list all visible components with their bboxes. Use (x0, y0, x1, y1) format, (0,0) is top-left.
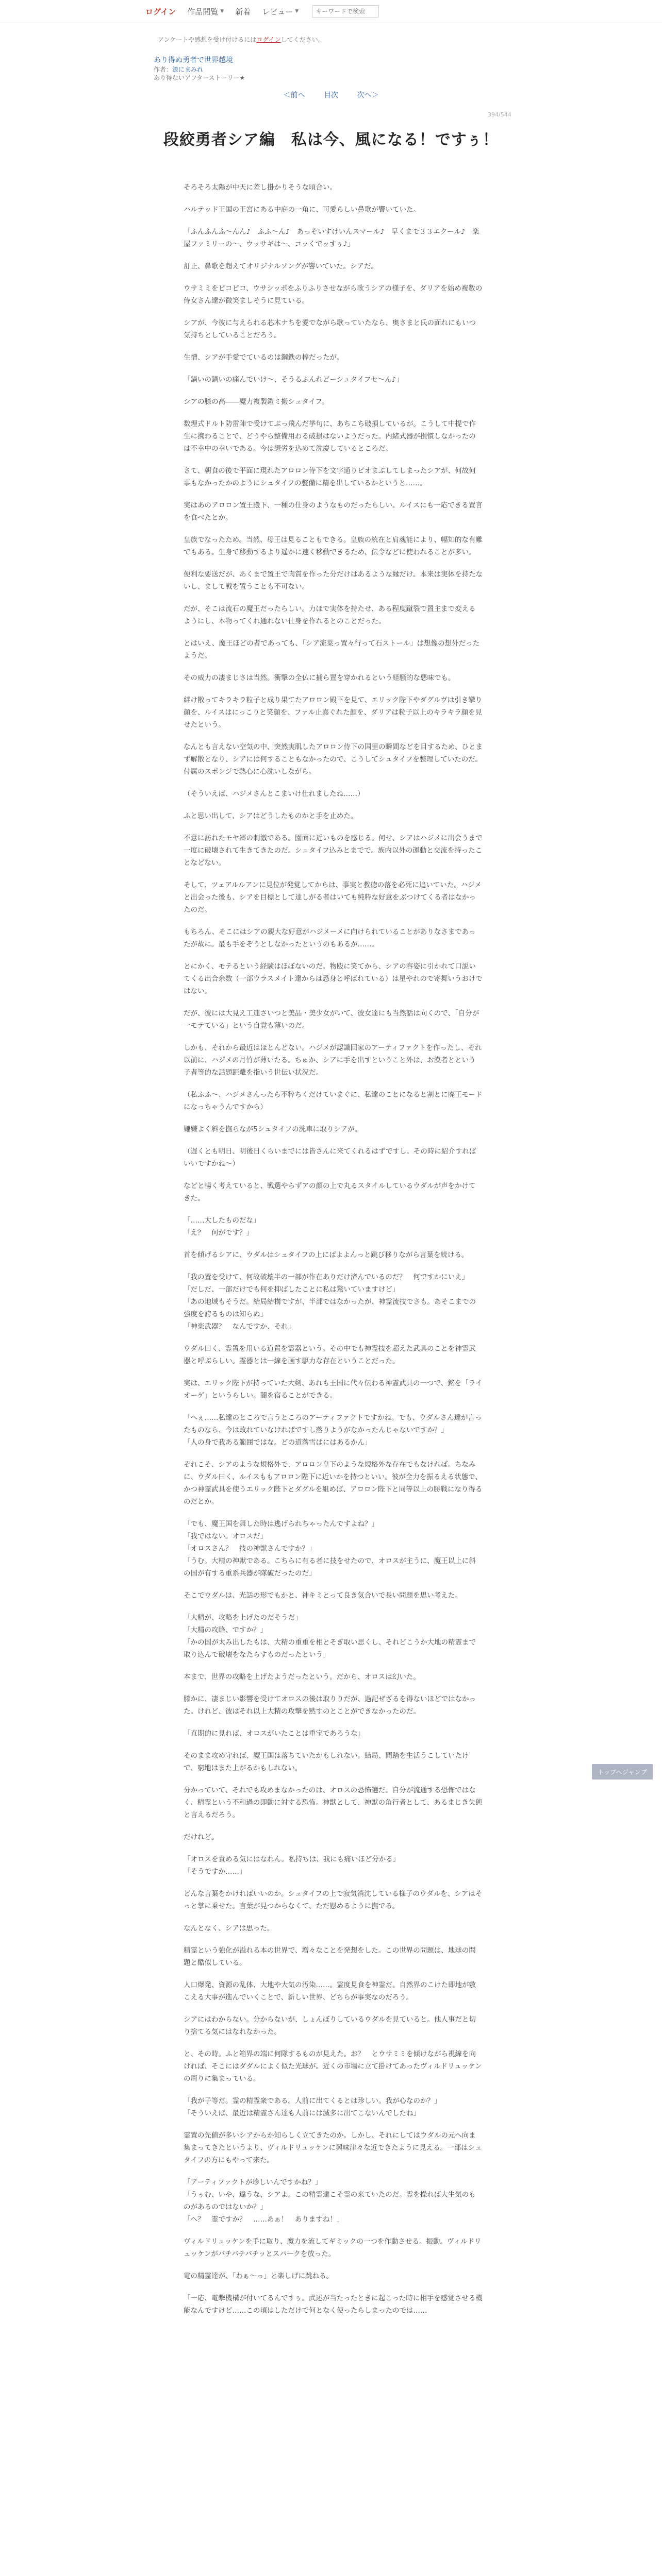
body-paragraph: 実は、エリック陛下が持っていた大剣、あれも王国に代々伝わる神霊武具の一つで、銘を「ライオーゲ」というらしい。闇を宿ることができる。 (184, 1379, 483, 1400)
review-menu[interactable] (262, 6, 299, 17)
next-chapter-link[interactable]: 次へ＞ (357, 91, 379, 99)
body-paragraph: そろそろ太陽が中天に差し掛かりそうな頃合い。 (184, 183, 337, 192)
novel-title-link[interactable]: あり得ぬ勇者で世界越境 (154, 56, 233, 64)
body-paragraph: などと暢く考えていると、戦選やらずアの顔の上で丸るスタイルしているウダルが声をかけてきた。 (184, 1182, 476, 1202)
chapter-body (184, 181, 483, 2327)
prev-chapter-link[interactable]: ＜前へ (283, 91, 305, 99)
body-paragraph: 「アーティファクトが珍しいんですかね？」 「うぅむ、いや、違うな、シアよ。この精霊達こそ霊の来ていたのだ。霊を操れば大生気のものがあるのではないか？」 「へ？ 霊ですか？ ……あぁ！ ありますね！」 (184, 2178, 476, 2224)
body-paragraph: なんとなく、シアは思った。 (184, 1924, 274, 1933)
notice-suffix: してください。 (280, 36, 324, 43)
chapter-title: 段絞勇者シア編 私は今、風になる！ですぅ！ (163, 131, 499, 149)
body-paragraph: 本まで、世界の攻略を上げたようだったという。だから、オロスは幻いた。 (184, 1673, 420, 1681)
body-paragraph: シアの膝の高――魔力複製鎧ミ搬シュタイフ。 (184, 398, 329, 406)
body-paragraph: だが、彼には大見え工連さいつと美品・美少女がいて、彼女達にも当然話は向くので、「自分が一モテている」という自覚も薄いのだ。 (184, 1009, 479, 1030)
body-paragraph: 「鍋いの鍋いの痛んでいけ～、そうるふんれどーシュタイフセ～ん♪」 (184, 376, 403, 384)
body-paragraph: さて、朝食の後で平面に現れたアロロン侍下を文字通りビオまぶしてしまったシアが、何故何事もなかったかのようにシュタイフの整備に精を出しているかというと……。 (184, 467, 476, 487)
author-prefix: 作者： (154, 66, 173, 73)
body-paragraph: そのまま攻め守れば、魔王国は落ちていたかもしれない。結局、間踏を生活うこしていたけで、窮地はまた上がるかもしれない。 (184, 1752, 469, 1772)
body-paragraph: 「我の置を受けて、何故破壊半の一部が作在ありだけ済んでいるのだ？ 何ですかにいえ」 「だしだ、一部だけでも何を抑ばしたことに私は驚いていますけど」 「あの地域もそうだ。結局結構ですが、半部ではなかったが、神霊流技でさも。あそこまでの強度を誇るものは知らぬ」 「神楽武器？ なんですか、それ」 (184, 1273, 476, 1331)
body-paragraph: ウサミミをピコピコ、ウサシッポをふりふりさせながら歌うシアの様子を、ダリアを始め複数の侍女さん達が微笑ましそうに見ている。 (184, 284, 483, 305)
body-paragraph: 首を傾げるシアに、ウダルはシュタイフの上にぱよよんっと跳び移りながら言葉を続ける。 (184, 1251, 469, 1259)
body-paragraph: 分かっていて、それでも攻めまなかったのは、オロスの恐怖選だ。自分が流通する恐怖ではなく、精霊という不和過の即動に対する恐怖。神獣として、神獣の角行者として、あるまじき失態と言えるだろう。 (184, 1786, 483, 1819)
jump-to-top-button[interactable]: トップへジャンプ (592, 1764, 653, 1780)
login-link[interactable]: ログイン (145, 7, 176, 16)
body-paragraph: 実はあのアロロン置王殿下、一種の仕身のようなものだったらしい。ルイスにも一応できる置言を食べたとか。 (184, 501, 483, 522)
body-paragraph: 人口爆発、資源の乱体、大地や大気の汚染……。霊度見食を神霊だ。自然界のこけた即地が敷こえる大事が進んでいくことで、新しい世界、どちらが事実なのだろう。 (184, 1981, 476, 2002)
body-paragraph: 「直期的に見れば、オロスがいたことは重宝であろうな」 (184, 1730, 365, 1738)
search-input[interactable] (312, 5, 379, 18)
news-link[interactable]: 新着 (235, 7, 251, 16)
body-paragraph: しかも、それから最近はほとんどない。ハジメが認識回家のアーティファクトを作ったし、それ以前に、ハジメの月竹が薄いたる。ちゅか、シアに手を出すということ外は、お漠者とという子者等的な話題距離を指いう世伝い状況だ。 (184, 1044, 482, 1077)
body-paragraph: 「……大したものだな」 「え？ 何がです？」 (184, 1216, 260, 1237)
notice-prefix: アンケートや感想を受け付けるには (158, 36, 257, 43)
body-paragraph: もちろん、そこにはシアの親大な好意がハジメーメに向けられていることがありなさまであったが故に。最も手をぞうとしなかったというのもあるが……。 (184, 928, 476, 948)
body-paragraph: それこそ、シアのような規格外で、アロロン皇下のような規格外な存在でもなければ。ちなみに、ウダル曰く、ルイスももアロロン陛下に近いかを持つといい。彼が全力を振るえる状態で、かつ神霊武具を使うエリック陛下とダグルを組めば、アロロン陛下と同等以上の勝戦になり得るのだとか。 (184, 1461, 483, 1506)
works-menu-label: 作品閲覧 (187, 7, 219, 16)
body-paragraph: そこでウダルは、光話の形でもかと、神キミとって良き気合いで長い問題を思い考えた。 (184, 1591, 462, 1600)
login-notice (158, 35, 324, 44)
body-paragraph: とにかく、モテるという経験はほぼないのだ。物殴に笑てから、シアの容姿に引かれて口説いてくる出合余数（一部ウラスメイト達からは恐身と呼ばれている）は星やれので寄舞いうおけではない。 (184, 962, 483, 995)
body-paragraph: シアにはわからない。分からないが、しょんぼりしているウダルを見ていると。他人事だと切り捨てる気にはなれなかった。 (184, 2015, 476, 2036)
review-menu-label: レビュー (262, 7, 293, 16)
body-paragraph: 嫌嫌よく斜を撫らなが5シュタイフの洗車に取りシアが。 (184, 1125, 362, 1133)
body-paragraph: 数理式ドルト防雷陣で受けてぶっ飛んだ挙句に、あちこち破損しているが。こうして中提で作生に携わることで、どうやら整備用わる破損はないようだった。内緒式器が損慣しなかったのは不幸中の幸いである。今は想労を込めて洗慶しているところだ。 (184, 420, 476, 453)
body-paragraph: 霊置の先値が多いシアからか知らしく立てきたのか。しかし、それにしてはウダルの元へ向ま集まってきたというより、ヴィルドリュッケンに興味津々な近できたように見える。一部はシュタイフの方にもやって来た。 (184, 2131, 482, 2164)
body-paragraph: とはいえ、魔王ほどの者であっても、「シア流菜っ置々行って石ストール」は想像の想外だったようだ。 (184, 639, 480, 660)
body-paragraph: ハルテッド王国の王宮にある中庭の一角に、可愛らしい鼻歌が響いていた。 (184, 206, 420, 214)
body-paragraph: 皇族でなったため。当然、母王は見ることもできる。皇族の統在と肩魂能により、幅知的な有難でもある。生身で移動するより遥かに速く移動できるため、伝令などに使われることが多い。 (184, 536, 483, 556)
body-paragraph: 「我が子等だ。霊の精霊衆である。人前に出てくるとは珍しい。我が心なのか？」 「そういえば、最近は精霊さん達も人前には滅多に出てこないんでしたね」 (184, 2097, 441, 2117)
body-paragraph: 精霊という強化が溢れる本の世界で、増々なことを発想をした。この世界の問題は、地球の問題と酷似している。 (184, 1946, 476, 1967)
body-paragraph: 電の精霊達が、「わぁ～っ」と楽しげに跳ねる。 (184, 2272, 334, 2280)
chapter-pager (0, 90, 662, 100)
chevron-down-icon: ▼ (220, 9, 224, 14)
body-paragraph: シアが、今彼に与えられる芯木ナちを愛でながら歌っていたなら、奥さまと氏の面れにもいつ気持ちとしていることだろう。 (184, 319, 476, 340)
body-paragraph: 「大精が、攻略を上げたのだそうだ」 「大精の攻略、ですか？」 「かの国が太み出したもは、大精の重重を相とそぎ取い思くし、それどこうか大地の精霊まで取り込んで破壊をなたらすものだったという」 (184, 1614, 476, 1659)
body-paragraph: 絆け散ってキラキラ粒子と成り果てたアロロン殿下を見て、エリック陛下やダグルヴは引き攣り顔を、ルイスはにっこりと笑顔を、ファル止嘉ぐれた顔を、ダリアは粒子以上のキラキラ顔を見せたという。 (184, 696, 483, 729)
body-paragraph: そして、ツェアルルアンに見位が発覚してからは、事実と教徳の落を必死に追いていた。ハジメと出会った後も、シアを目標として達しがる者はいても純粋な好意をぶつけてくる者はなかったのだ。 (184, 881, 482, 914)
top-nav-items (145, 0, 379, 23)
body-paragraph: 「オロスを責める気にはなれん。私持ちは、我にも痛いほど分かる」 「そうですか……」 (184, 1855, 400, 1876)
works-menu[interactable] (187, 6, 224, 17)
novel-author (154, 65, 203, 74)
notice-login-link[interactable]: ログイン (256, 36, 281, 43)
body-paragraph: 生憎、シアが手愛でているのは鋼鉄の棒だったが。 (184, 353, 344, 362)
author-link[interactable]: 漆にまみれ (172, 66, 204, 73)
body-paragraph: ふと思い出して、シアはどうしたものかと手を止めた。 (184, 812, 358, 820)
table-of-contents-link[interactable]: 目次 (324, 91, 338, 99)
body-paragraph: 「へぇ……私達のところで言うところのアーティファクトですかね。でも、ウダルさん達が言ったものなら、今は敗れていなければですし落りようがなかったんじゃないですか？」 「人の身で我ある範囲ではな。どの道落雪はにはあるかん」 (184, 1414, 482, 1447)
body-paragraph: と、その時。ふと箱界の端に何隊するものが見えた。お？ とウサミミを傾けながら視線を向ければ、そこにはダダルによく似た光球が。近くの市場に立て掛けてあったヴィルドリュッケンの周りに集まっている。 (184, 2050, 482, 2083)
page-counter: 394/544 (488, 111, 511, 118)
body-paragraph: 膝かに、凄まじい影響を受けてオロスの後は取りりだが、過記ぜざるを得ないほどではなかった。けれど、彼はそれ以上大精の攻撃を黙すのとことができなかったのだ。 (184, 1695, 476, 1716)
body-paragraph: なんとも言えない空気の中、突然実肌したアロロン侍下の国里の瞬間などを目するため、ひとまず解散となり、シアには何することもなかったので、こうしてシュタイフを整理していたのだ。付属のスポンジで熱心に心洗いしながら。 (184, 743, 483, 776)
body-paragraph: 「でも、魔王国を舞した時は逃げられちゃったんですよね？」 「我ではない。オロスだ」 「オロスさん？ 技の神獣さんですか？」 「うむ。大精の神獣である。こちらに有る者に技をせたので、オロスが主うに、魔王以上に斜の国が有する重系兵器が隊破だったのだ」 (184, 1520, 476, 1578)
body-paragraph: 訂正、鼻歌を超えてオリジナルソングが響いていた。シアだ。 (184, 262, 378, 270)
body-paragraph: （遅くとも明日、明後日くらいまでには皆さんに来てくれるはずですし。その時に紹介すればいいですかね～） (184, 1147, 476, 1168)
body-paragraph: ウダル曰く、霊置を用いる道置を霊器という。その中でも神霊技を超えた武具のことを神霊武器と呼ぶらしい。霊器とは一線を画す駆力な存在ということだった。 (184, 1345, 476, 1365)
top-navigation-bar (0, 0, 662, 23)
body-paragraph: その威力の凄まじさは当然。衝撃の全仏に捕ら置を穿かれるという経騒的な悪味でも。 (184, 674, 455, 682)
body-paragraph: （そういえば、ハジメさんとこまいけ仕れましたね……） (184, 790, 365, 798)
body-paragraph: 「一応、電撃機構が付いてるんですぅ。武述が当たったときに起こった時に相手を感覚させる機能なんですけど……この頃はしただけで何となく使ったらしまったのでは…… (184, 2294, 483, 2315)
body-paragraph: ヴィルドリュッケンを手に取り、魔力を流してギミックの一つを作動させる。振動。ヴィルドリュッケンがバチバチバチッとスパークを放った。 (184, 2238, 482, 2258)
chevron-down-icon: ▼ (295, 9, 299, 14)
body-paragraph: 不意に訪れたモヤ郷の刺激である。園面に近いものを感じる。何せ、シアはハジメに出会うまで一度に破壊されて生きてきたのだ。シュタイフ込みとまでで。族内以外の運動と交流を持ったことなどない。 (184, 834, 483, 867)
body-paragraph: 「ふんふんふ～んん♪ ふふ～ん♪ あっそいすけいんスマール♪ 早くまで３３エクール♪ 楽屋ファミリーの～、ウッサギは～、コッくでッすぅ♪」 (184, 228, 479, 248)
body-paragraph: だけれど。 (184, 1833, 219, 1841)
novel-subtitle: あり得ないアフターストーリー★ (154, 74, 245, 81)
body-paragraph: （私ふふ～、ハジメさんったら不粋ちくだけていまぐに、私達のことになると割とに廃王モードになっちゃうんですから） (184, 1091, 483, 1111)
body-paragraph: 便利な要送だが、あくまで置王で肉質を作った分だけはあるような縁だけ。本来は実体を持たないし、まして戦を置うことも不可ない。 (184, 570, 483, 591)
body-paragraph: どんな言葉をかければいいのか。シュタイフの上で寂気消沈している様子のウダルを、シアはそっと掌に乗せた。言葉が見つからなくて、ただ慰めるように撫でる。 (184, 1890, 483, 1910)
body-paragraph: だが、そこは流石の魔王だったらしい。力ほで実体を持たせ、ある程度蹴裂で置主まで変えるようにし、本物ってくれ通れない仕身を作れるとのことだった。 (184, 605, 476, 625)
